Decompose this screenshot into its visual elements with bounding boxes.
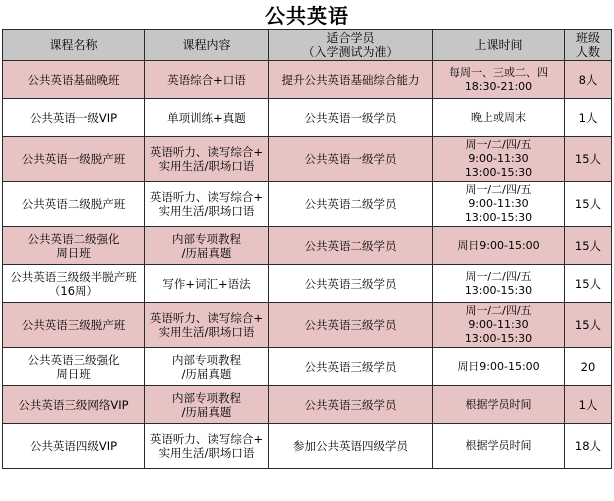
cell-course-content: 英语听力、读写综合+ 实用生活/职场口语 <box>145 137 269 182</box>
cell-target-students: 公共英语三级学员 <box>269 348 433 386</box>
cell-target-students: 公共英语一级学员 <box>269 99 433 137</box>
cell-class-size: 15人 <box>565 227 612 265</box>
cell-course-content: 英语听力、读写综合+ 实用生活/职场口语 <box>145 182 269 227</box>
cell-target-students: 公共英语三级学员 <box>269 265 433 303</box>
table-row <box>3 424 612 469</box>
cell-target-students: 公共英语三级学员 <box>269 303 433 348</box>
cell-class-size: 18人 <box>565 424 612 469</box>
table-row <box>3 227 612 265</box>
cell-course-name: 公共英语三级网络VIP <box>3 386 145 424</box>
table-row <box>3 99 612 137</box>
page-title: 公共英语 <box>265 4 349 28</box>
cell-class-time: 每周一、三或二、四 18:30-21:00 <box>433 61 565 99</box>
cell-class-time: 根据学员时间 <box>433 386 565 424</box>
cell-target-students: 公共英语二级学员 <box>269 182 433 227</box>
table-row <box>3 265 612 303</box>
cell-class-time: 周一/二/四/五 9:00-11:30 13:00-15:30 <box>433 182 565 227</box>
cell-class-size: 15人 <box>565 303 612 348</box>
cell-class-time: 周日9:00-15:00 <box>433 348 565 386</box>
cell-class-size: 20 <box>565 348 612 386</box>
table-row <box>3 303 612 348</box>
cell-course-name: 公共英语一级VIP <box>3 99 145 137</box>
table-row <box>3 348 612 386</box>
cell-target-students: 公共英语三级学员 <box>269 386 433 424</box>
cell-course-name: 公共英语三级强化 周日班 <box>3 348 145 386</box>
header-course-content: 课程内容 <box>145 30 269 61</box>
cell-course-content: 英语听力、读写综合+ 实用生活/职场口语 <box>145 424 269 469</box>
table-row <box>3 137 612 182</box>
cell-course-content: 内部专项教程 /历届真题 <box>145 227 269 265</box>
cell-target-students: 参加公共英语四级学员 <box>269 424 433 469</box>
cell-class-size: 1人 <box>565 386 612 424</box>
cell-class-time: 周日9:00-15:00 <box>433 227 565 265</box>
cell-course-content: 英语听力、读写综合+ 实用生活/职场口语 <box>145 303 269 348</box>
cell-course-content: 内部专项教程 /历届真题 <box>145 348 269 386</box>
header-class-size: 班级 人数 <box>565 30 612 61</box>
course-table <box>2 29 612 469</box>
header-target-students: 适合学员 （入学测试为准） <box>269 30 433 61</box>
cell-class-time: 周一/二/四/五 13:00-15:30 <box>433 265 565 303</box>
cell-target-students: 公共英语一级学员 <box>269 137 433 182</box>
cell-course-name: 公共英语一级脱产班 <box>3 137 145 182</box>
cell-class-time: 根据学员时间 <box>433 424 565 469</box>
header-class-time: 上课时间 <box>433 30 565 61</box>
cell-class-size: 1人 <box>565 99 612 137</box>
cell-course-name: 公共英语基础晚班 <box>3 61 145 99</box>
cell-class-size: 8人 <box>565 61 612 99</box>
cell-course-content: 内部专项教程 /历届真题 <box>145 386 269 424</box>
cell-course-content: 单项训练+真题 <box>145 99 269 137</box>
cell-course-name: 公共英语二级强化 周日班 <box>3 227 145 265</box>
cell-class-time: 周一/二/四/五 9:00-11:30 13:00-15:30 <box>433 303 565 348</box>
cell-course-content: 英语综合+口语 <box>145 61 269 99</box>
cell-course-name: 公共英语三级级半脱产班 （16周） <box>3 265 145 303</box>
cell-course-name: 公共英语二级脱产班 <box>3 182 145 227</box>
header-course-name: 课程名称 <box>3 30 145 61</box>
table-row <box>3 386 612 424</box>
cell-course-name: 公共英语四级VIP <box>3 424 145 469</box>
table-row <box>3 182 612 227</box>
cell-class-size: 15人 <box>565 182 612 227</box>
cell-target-students: 公共英语二级学员 <box>269 227 433 265</box>
cell-course-content: 写作+词汇+语法 <box>145 265 269 303</box>
table-header-row <box>3 30 612 61</box>
cell-class-size: 15人 <box>565 265 612 303</box>
table-row <box>3 61 612 99</box>
cell-class-time: 晚上或周末 <box>433 99 565 137</box>
cell-class-time: 周一/二/四/五 9:00-11:30 13:00-15:30 <box>433 137 565 182</box>
cell-course-name: 公共英语三级脱产班 <box>3 303 145 348</box>
cell-target-students: 提升公共英语基础综合能力 <box>269 61 433 99</box>
cell-class-size: 15人 <box>565 137 612 182</box>
